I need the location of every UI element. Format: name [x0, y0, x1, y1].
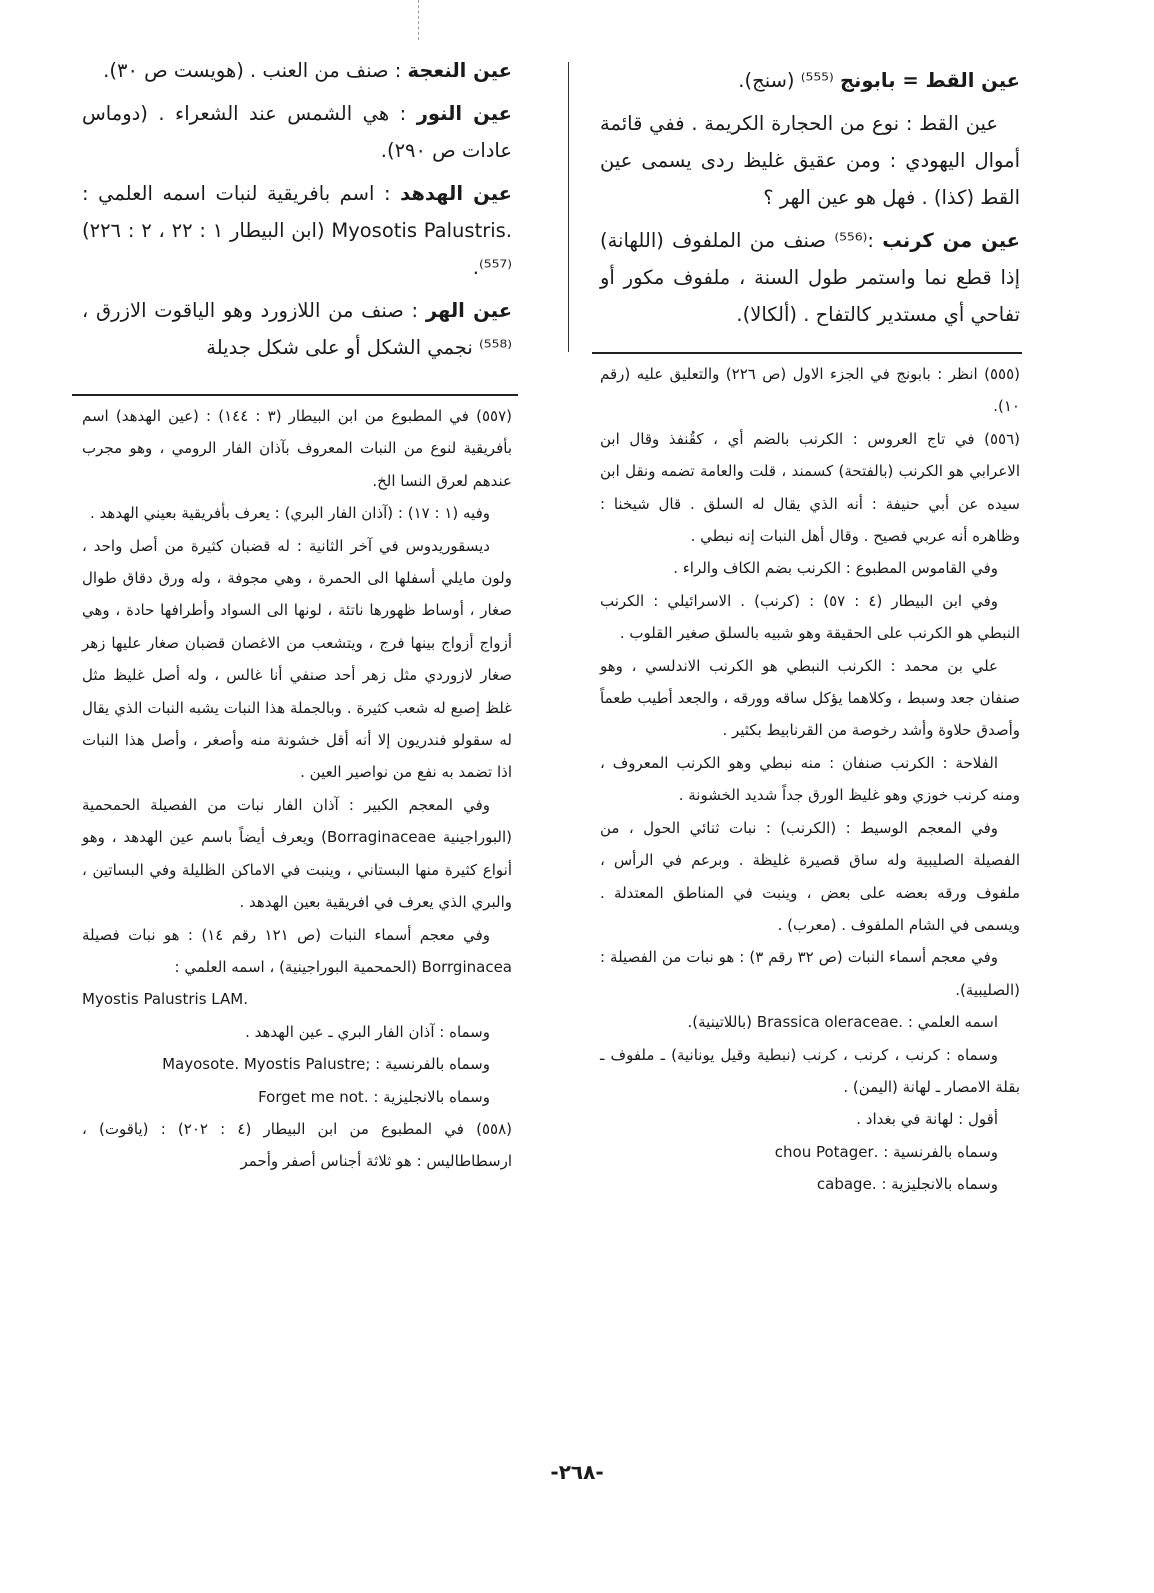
- footnote-556: (٥٥٦) في تاج العروس : الكرنب بالضم أي ، كقُنفذ وقال ابن الاعرابي هو الكرنب (بالفتحة) كسمند ، قلت والعامة تضمه ونقل ابن سيده عن أبي حنيفة : أنه الذي يقال له السلق . قال شيخنا : وظاهره أنه عربي فصيح . وقال أهل النبات إنه نبطي .: [600, 429, 1020, 546]
- page-number: -٢٦٨-: [550, 1460, 604, 1484]
- entry-ayn-al-qitt: عين القط = بابونج ⁽⁵⁵⁵⁾ (سنج).: [738, 69, 1020, 92]
- entry-ayn-al-naaja: عين النعجة : صنف من العنب . (هويست ص ٣٠).: [103, 59, 512, 82]
- footnote-paragraph: أقول : لهانة في بغداد .: [856, 1110, 998, 1129]
- entry-ayn-al-hirr: عين الهر : صنف من اللازورد وهو الياقوت الازرق ،⁽⁵⁵⁸⁾ نجمي الشكل أو على شكل جديلة: [82, 299, 513, 359]
- footnote-paragraph: وسماه بالفرنسية : ;Mayosote. Myostis Palustre: [162, 1055, 490, 1074]
- footnote-558: (٥٥٨) في المطبوع من ابن البيطار (٤ : ٢٠٢) : (ياقوت) ، ارسطاطاليس : هو ثلاثة أجناس أصفر وأحمر: [82, 1119, 512, 1171]
- left-footnote-rule: [72, 394, 518, 396]
- footnote-paragraph: ديسقوريدوس في آخر الثانية : له قضبان كثيرة من أصل واحد ، ولون مايلي أسفلها الى الحمرة ، وهي مجوفة ، وله ورق دقاق طوال صغار ، أوساط ظهورها ناتئة ، لونها الى السواد وأطرافها حادة ، وهي أزواج أزواج بينها فرج ، ويتشعب من الاغصان قضبان صغار عليها زهر صغار لازوردي مثل زهر أحد صنفي أنا غالس ، وله أصل غليظ مثل غلظ إصبع له شعب كثيرة . وبالجملة هذا النبات يشبه النبات الذي يقال له سقولو فندريون إلا أنه أقل خشونة منه وأصغر ، وأصل هذا النبات اذا تضمد به نفع من نواصير العين .: [82, 536, 512, 782]
- footnote-paragraph: اسمه العلمي : .Brassica oleraceae (باللاتينية).: [687, 1013, 998, 1032]
- left-column-footnotes: [82, 400, 512, 1178]
- entry-ayn-al-nour: عين النور : هي الشمس عند الشعراء . (دوماس عادات ص ٢٩٠).: [82, 102, 512, 162]
- column-separator: [568, 62, 569, 352]
- footnote-paragraph: وسماه بالانجليزية : .Forget me not: [258, 1087, 490, 1106]
- footnote-557: (٥٥٧) في المطبوع من ابن البيطار (٣ : ١٤٤) : (عين الهدهد) اسم بأفريقية لنوع من النبات المعروف بآذان الفار الرومي ، وهو مجرب عندهم لعرق النسا الخ.: [82, 407, 513, 490]
- footnote-paragraph: وفي معجم أسماء النبات (ص ٣٢ رقم ٣) : هو نبات من الفصيلة : (الصليبية).: [600, 948, 1020, 999]
- right-column-entries: [600, 62, 1020, 339]
- entry-ayn-min-karnab: عين من كرنب :⁽⁵⁵⁶⁾ صنف من الملفوف (اللهانة) إذا قطع نما واستمر طول السنة ، ملفوف مكور أو تفاحي أي مستدير كالتفاح . (ألكالا).: [600, 229, 1020, 326]
- entry-ayn-al-qitt-stone: عين القط : نوع من الحجارة الكريمة . ففي قائمة أموال اليهودي : ومن عقيق غليظ ردى يسمى عين القط (كذا) . فهل هو عين الهر ؟: [600, 112, 1020, 209]
- entry-ayn-al-hudhud: عين الهدهد : اسم بافريقية لنبات اسمه العلمي : .Myosotis Palustris (ابن البيطار ١ : ٢٢ ، ٢ : ٢٢٦)⁽⁵⁵⁷⁾.: [82, 182, 513, 279]
- footnote-paragraph: وفيه (١ : ١٧) : (آذان الفار البري) : يعرف بأفريقية بعيني الهدهد .: [90, 504, 490, 523]
- footnote-paragraph: وفي ابن البيطار (٤ : ٥٧) : (كرنب) . الاسرائيلي : الكرنب النبطي هو الكرنب على الحقيقة وهو شبيه بالسلق صغير القلوب .: [600, 591, 1020, 643]
- right-column-footnotes: [600, 358, 1020, 1201]
- footnote-paragraph: وفي المعجم الوسيط : (الكرنب) : نبات ثنائي الحول ، من الفصيلة الصليبية وله ساق قصيرة غليظة . وبرعم في الرأس ، ملفوف ورقه بعضه على بعض ، وينبت في المناطق المعتدلة . ويسمى في الشام الملفوف . (معرب) .: [600, 818, 1020, 934]
- page-fold-mark: [418, 0, 419, 40]
- footnote-paragraph: وسماه : كرنب ، كرنب ، كرنب (نبطية وقيل يونانية) ـ ملفوف ـ بقلة الامصار ـ لهانة (اليمن) .: [600, 1045, 1020, 1096]
- right-footnote-rule: [592, 352, 1022, 354]
- footnote-paragraph: وفي معجم أسماء النبات (ص ١٢١ رقم ١٤) : هو نبات فصيلة Borrginacea (الحمحمية البوراجينية) ، اسمه العلمي :: [82, 925, 512, 976]
- footnote-paragraph: وسماه بالفرنسية : .chou Potager: [774, 1142, 998, 1161]
- scientific-name-line: Myostis Palustris LAM.: [82, 990, 248, 1009]
- left-column-entries: [82, 52, 512, 372]
- footnote-paragraph: علي بن محمد : الكرنب النبطي هو الكرنب الاندلسي ، وهو صنفان جعد وسبط ، وكلاهما يؤكل ساقه وورقه ، والجعد أطيب طعماً وأصدق حلاوة وأشد رخوصة من القرنابيط بكثير .: [600, 656, 1020, 740]
- footnote-paragraph: وفي المعجم الكبير : آذان الفار نبات من الفصيلة الحمحمية (البوراجينية Borraginaceae) ويعرف أيضاً باسم عين الهدهد ، وهو أنواع كثيرة منها البستاني ، وينبت في الاماكن الظليلة وفي البساتين ، والبري الذي يعرف في افريقية بعين الهدهد .: [82, 795, 512, 912]
- footnote-555: (٥٥٥) انظر : بابونج في الجزء الاول (ص ٢٢٦) والتعليق عليه (رقم ١٠).: [600, 365, 1020, 416]
- footnote-paragraph: الفلاحة : الكرنب صنفان : منه نبطي وهو الكرنب المعروف ، ومنه كرنب خوزي وهو غليظ الورق جداً شديد الخشونة .: [600, 753, 1020, 805]
- footnote-paragraph: وفي القاموس المطبوع : الكرنب بضم الكاف والراء .: [673, 559, 998, 578]
- footnote-paragraph: وسماه : آذان الفار البري ـ عين الهدهد .: [245, 1022, 490, 1041]
- footnote-paragraph: وسماه بالانجليزية : .cabage: [816, 1175, 998, 1194]
